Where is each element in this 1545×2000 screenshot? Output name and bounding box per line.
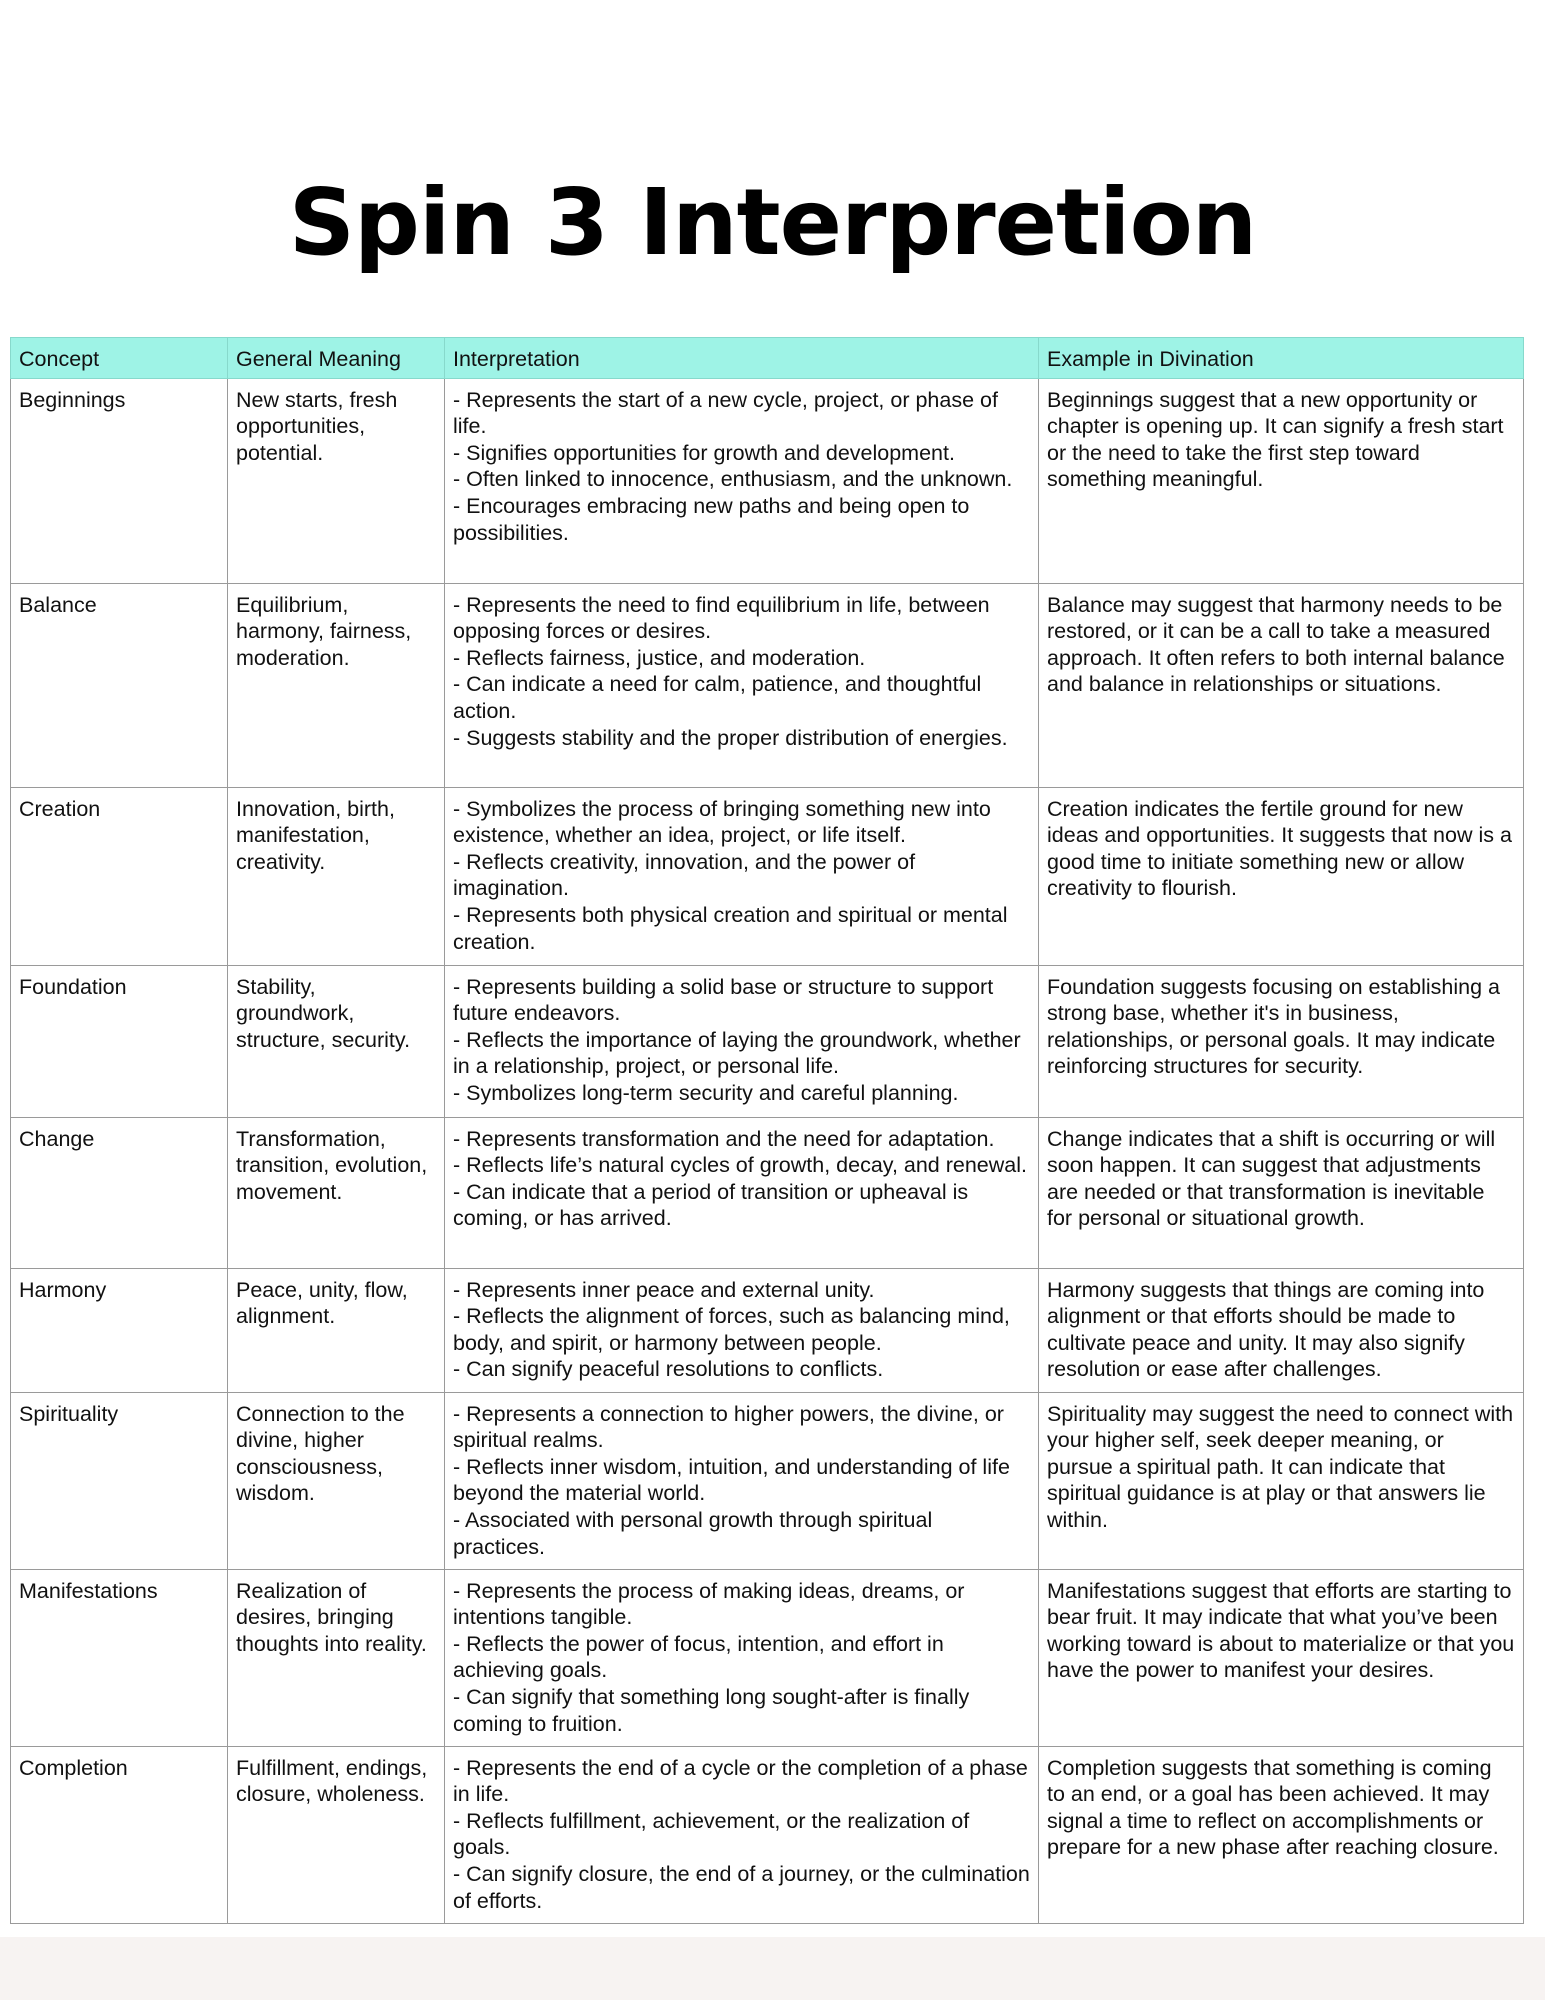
cell-meaning: Equilibrium, harmony, fairness, moderation. — [228, 583, 445, 787]
page-title: Spin 3 Interpretion — [288, 169, 1257, 276]
cell-concept: Harmony — [11, 1268, 228, 1392]
cell-example: Creation indicates the fertile ground for new ideas and opportunities. It suggests that now is a good time to initiate something new or allow creativity to flourish. — [1039, 787, 1524, 965]
cell-concept: Creation — [11, 787, 228, 965]
cell-example: Change indicates that a shift is occurring or will soon happen. It can suggest that adjustments are needed or that transformation is inevitable for personal or situational growth. — [1039, 1117, 1524, 1268]
table-body — [11, 378, 1524, 1923]
table-row — [11, 583, 1524, 787]
cell-concept: Manifestations — [11, 1569, 228, 1746]
table-row — [11, 378, 1524, 583]
bottom-strip — [0, 1937, 1545, 2000]
cell-meaning: Connection to the divine, higher consciousness, wisdom. — [228, 1392, 445, 1569]
cell-interpretation: - Represents building a solid base or structure to support future endeavors. - Reflects the importance of laying the groundwork, whether in a relationship, project, or personal life. - Symbolizes long-term security and careful planning. — [445, 965, 1039, 1117]
cell-example: Completion suggests that something is coming to an end, or a goal has been achieved. It may signal a time to reflect on accomplishments or prepare for a new phase after reaching closure. — [1039, 1746, 1524, 1923]
cell-interpretation: - Represents the start of a new cycle, project, or phase of life. - Signifies opportunities for growth and development. - Often linked to innocence, enthusiasm, and the unknown. - Encourages embracing new paths and being open to possibilities. — [445, 378, 1039, 583]
cell-example: Foundation suggests focusing on establishing a strong base, whether it's in business, relationships, or personal goals. It may indicate reinforcing structures for security. — [1039, 965, 1524, 1117]
cell-meaning: Innovation, birth, manifestation, creativity. — [228, 787, 445, 965]
table-header — [11, 338, 1524, 379]
table-row — [11, 1392, 1524, 1569]
table-row — [11, 1569, 1524, 1746]
cell-concept: Foundation — [11, 965, 228, 1117]
cell-example: Manifestations suggest that efforts are starting to bear fruit. It may indicate that what you’ve been working toward is about to materialize or that you have the power to manifest your desires. — [1039, 1569, 1524, 1746]
cell-example: Beginnings suggest that a new opportunity or chapter is opening up. It can signify a fresh start or the need to take the first step toward something meaningful. — [1039, 378, 1524, 583]
cell-meaning: New starts, fresh opportunities, potential. — [228, 378, 445, 583]
cell-interpretation: - Represents the need to find equilibrium in life, between opposing forces or desires. - Reflects fairness, justice, and moderation. - Can indicate a need for calm, patience, and thoughtful action. - Suggests stability and the proper distribution of energies. — [445, 583, 1039, 787]
interpretation-table-container — [10, 337, 1523, 1924]
cell-concept: Beginnings — [11, 378, 228, 583]
header-interpretation: Interpretation — [445, 338, 1039, 379]
header-concept: Concept — [11, 338, 228, 379]
cell-meaning: Realization of desires, bringing thoughts into reality. — [228, 1569, 445, 1746]
cell-interpretation: - Represents the end of a cycle or the completion of a phase in life. - Reflects fulfillment, achievement, or the realization of goals. - Can signify closure, the end of a journey, or the culmination of efforts. — [445, 1746, 1039, 1923]
table-row — [11, 787, 1524, 965]
cell-interpretation: - Represents the process of making ideas, dreams, or intentions tangible. - Reflects the power of focus, intention, and effort in achieving goals. - Can signify that something long sought-after is finally coming to fruition. — [445, 1569, 1039, 1746]
header-general-meaning: General Meaning — [228, 338, 445, 379]
cell-example: Balance may suggest that harmony needs to be restored, or it can be a call to take a measured approach. It often refers to both internal balance and balance in relationships or situations. — [1039, 583, 1524, 787]
header-row — [11, 338, 1524, 379]
cell-meaning: Stability, groundwork, structure, security. — [228, 965, 445, 1117]
cell-meaning: Fulfillment, endings, closure, wholeness. — [228, 1746, 445, 1923]
cell-concept: Spirituality — [11, 1392, 228, 1569]
table-row — [11, 965, 1524, 1117]
table-row — [11, 1746, 1524, 1923]
interpretation-table — [10, 337, 1524, 1924]
cell-interpretation: - Represents a connection to higher powers, the divine, or spiritual realms. - Reflects inner wisdom, intuition, and understanding of life beyond the material world. - Associated with personal growth through spiritual practices. — [445, 1392, 1039, 1569]
table-row — [11, 1117, 1524, 1268]
cell-example: Spirituality may suggest the need to connect with your higher self, seek deeper meaning, or pursue a spiritual path. It can indicate that spiritual guidance is at play or that answers lie within. — [1039, 1392, 1524, 1569]
cell-meaning: Peace, unity, flow, alignment. — [228, 1268, 445, 1392]
cell-concept: Completion — [11, 1746, 228, 1923]
cell-concept: Balance — [11, 583, 228, 787]
cell-interpretation: - Represents inner peace and external unity. - Reflects the alignment of forces, such as balancing mind, body, and spirit, or harmony between people. - Can signify peaceful resolutions to conflicts. — [445, 1268, 1039, 1392]
cell-interpretation: - Represents transformation and the need for adaptation. - Reflects life’s natural cycles of growth, decay, and renewal. - Can indicate that a period of transition or upheaval is coming, or has arrived. — [445, 1117, 1039, 1268]
table-row — [11, 1268, 1524, 1392]
cell-example: Harmony suggests that things are coming into alignment or that efforts should be made to cultivate peace and unity. It may also signify resolution or ease after challenges. — [1039, 1268, 1524, 1392]
cell-concept: Change — [11, 1117, 228, 1268]
header-example: Example in Divination — [1039, 338, 1524, 379]
cell-meaning: Transformation, transition, evolution, movement. — [228, 1117, 445, 1268]
cell-interpretation: - Symbolizes the process of bringing something new into existence, whether an idea, project, or life itself. - Reflects creativity, innovation, and the power of imagination. - Represents both physical creation and spiritual or mental creation. — [445, 787, 1039, 965]
